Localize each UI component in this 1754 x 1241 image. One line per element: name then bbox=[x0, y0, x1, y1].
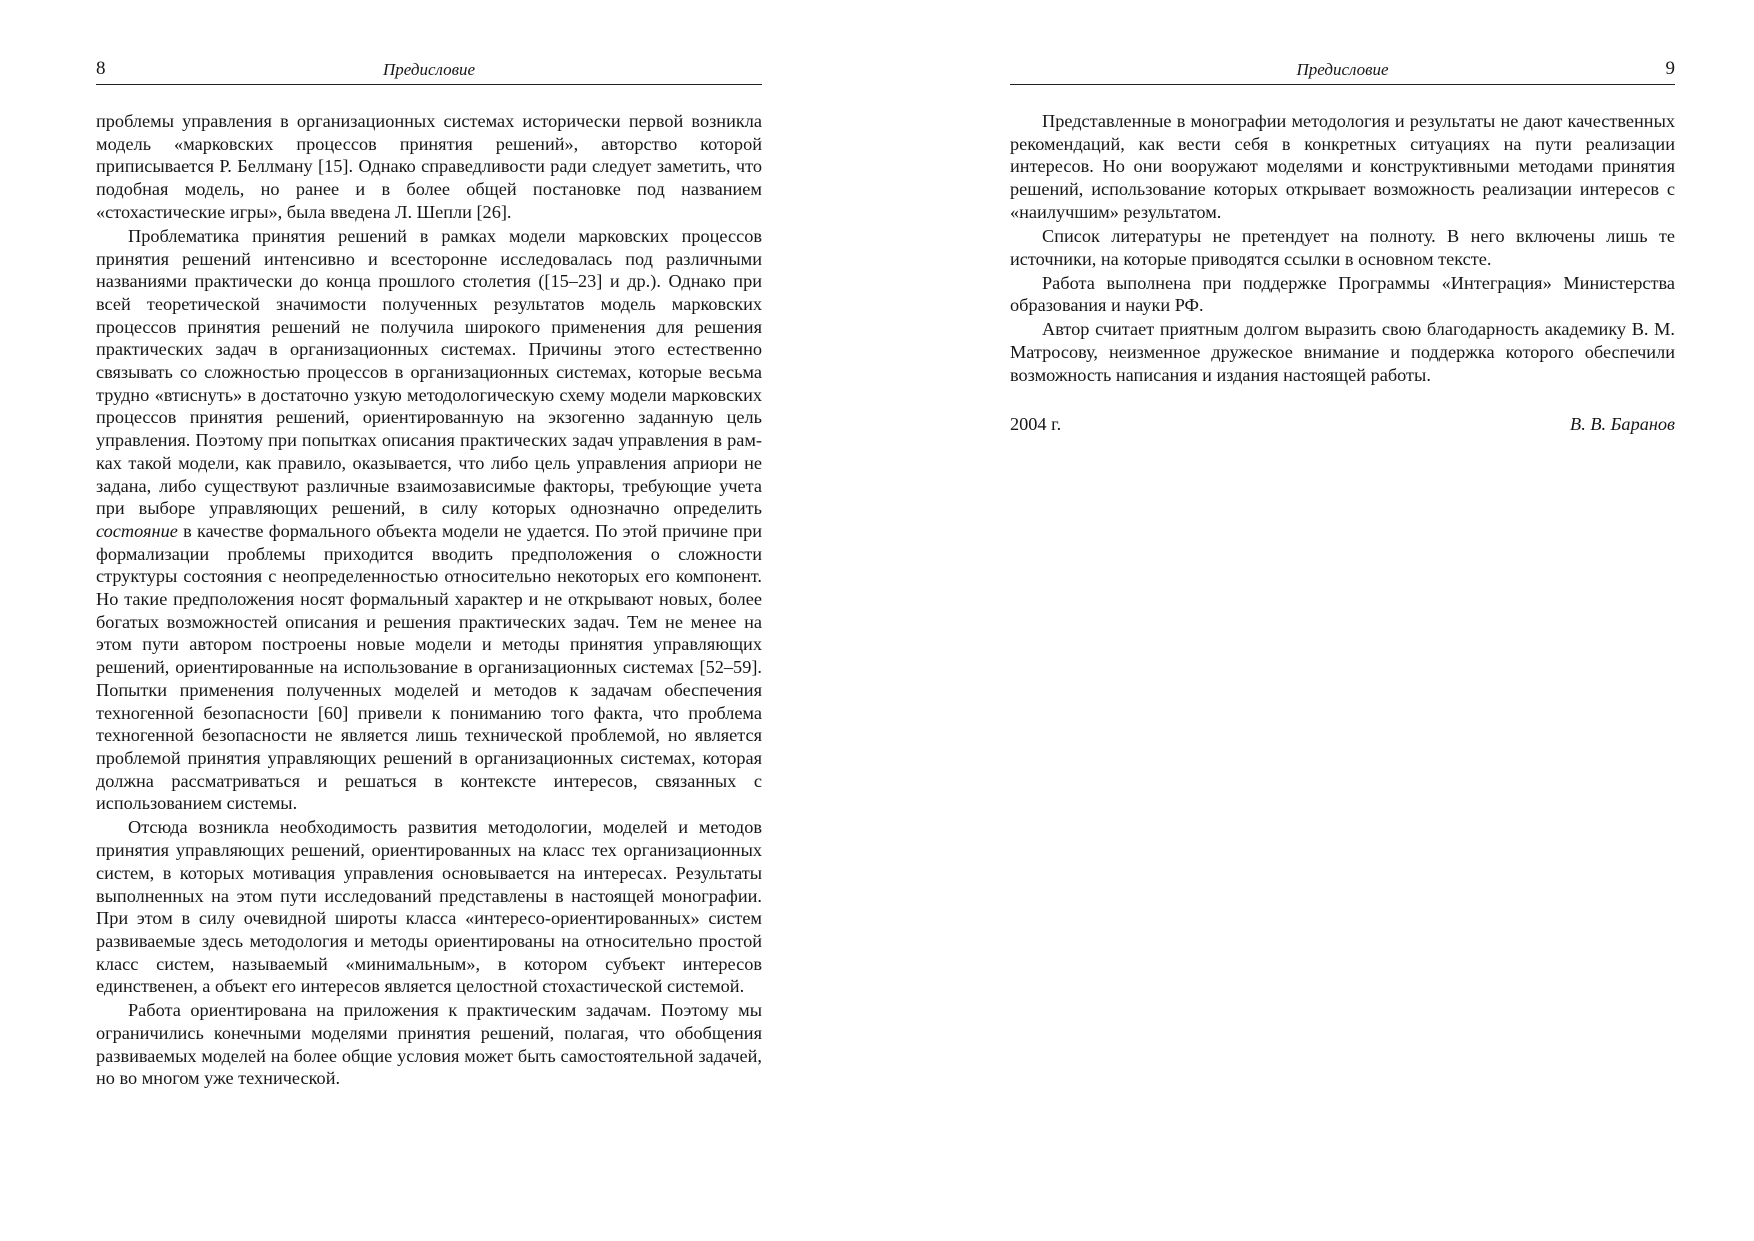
left-page-body bbox=[96, 110, 762, 1091]
signature-author: В. В. Баранов bbox=[1570, 414, 1675, 434]
running-title: Предисловие bbox=[1296, 60, 1389, 79]
paragraph: Работа ориентирована на приложения к практическим задачам. Поэтому мы ограничились конечными моделями принятия решений, полагая, что обобщения развиваемых моделей на более общие условия может быть самостоятельной задачей, но во многом уже технической. bbox=[96, 1000, 762, 1089]
paragraph: Список литературы не претендует на полноту. В него включены лишь те источники, на которые приводятся ссылки в основном тексте. bbox=[1010, 225, 1675, 269]
paragraph bbox=[96, 225, 762, 815]
left-page bbox=[96, 0, 762, 1241]
paragraph: Представленные в монографии методология и результаты не дают качественных рекомендаций, как вести себя в конкретных ситуациях на пути реализации интересов. Но они вооружают моделями и конструктивными методами принятия решений, использование которых открывает возможность реализации интересов с «наилучшим» результатом. bbox=[1010, 111, 1675, 222]
emphasis-term: состояние bbox=[96, 520, 178, 541]
paragraph-text: в качестве формального объекта модели не удается. По этой причине при формализации проблемы приходится вводить предположения о сложности структуры состояния с неопределенностью относительно некоторых его компонент. Но такие предположения носят формальный характер и не открывают новых, более богатых возможностей описания и решения практических задач. Тем не менее на этом пути автором построены новые модели и методы принятия управляющих решений, ориентированные на использование в организационных системах [52–59]. Попытки применения полученных моделей и методов к задачам обеспечения техногенной безопасности [60] привели к пониманию того факта, что проблема техногенной безопасности не является лишь технической проблемой, но является проблемой принятия управляющих решений в организационных системах, которая должна рассматриваться и решаться в контексте интересов, связанных с использованием системы. bbox=[96, 520, 762, 814]
running-title: Предисловие bbox=[382, 60, 476, 79]
page-number: 9 bbox=[1665, 58, 1675, 79]
right-page-header bbox=[1010, 58, 1675, 85]
paragraph-text: Проблематика принятия решений в рамках модели марковских процессов принятия решений интенсивно и всесторонне исследовалась под различными названиями практически до конца прошлого столетия ([15–23] и др.). Однако при всей теоретической значимости полученных результатов модель марковских процессов принятия решений не получила широкого применения для решения практических задач в организационных системах. Причины этого естественно связывать со сложностью процессов в организационных системах, которые весьма трудно «втиснуть» в достаточно узкую методологическую схему модели марковских процессов принятия решений, ориентированную на экзогенно заданную цель управления. Поэтому при попытках описания практических задач управления в рамках такой модели, как правило, оказывается, что либо цель управления априори не задана, либо существуют различные взаимозависимые факторы, требующие учета при выборе управляющих решений, в силу которых однозначно определить bbox=[96, 225, 762, 519]
paragraph: Отсюда возникла необходимость развития методологии, моделей и методов принятия управляющих решений, ориентированных на класс тех организационных систем, в которых мотивация управления основывается на интересах. Результаты выполненных на этом пути исследований представлены в настоящей монографии. При этом в силу очевидной широты класса «интересо-ориентированных» систем развиваемые здесь методология и методы ориентированы на относительно простой класс систем, называемый «минимальным», в котором субъект интересов единственен, а объект его интересов является целостной стохастической системой. bbox=[96, 817, 762, 997]
left-page-header bbox=[96, 58, 762, 85]
paragraph: проблемы управления в организационных системах исторически первой возникла модель «марковских процессов принятия решений», авторство которой приписывается Р. Беллману [15]. Однако справедливости ради следует заметить, что подобная модель, но ранее и в более общей постановке под названием «стохастические игры», была введена Л. Шепли [26]. bbox=[96, 111, 762, 222]
signature-year: 2004 г. bbox=[1010, 414, 1062, 434]
paragraph: Работа выполнена при поддержке Программы «Интеграция» Министерства образования и науки РФ. bbox=[1010, 272, 1675, 316]
paragraph: Автор считает приятным долгом выразить свою благодарность академику В. М. Матросову, неизменное дружеское внимание и поддержка которого обеспечили возможность написания и издания настоящей работы. bbox=[1010, 319, 1675, 385]
page-number: 8 bbox=[96, 58, 106, 79]
right-page bbox=[1010, 0, 1675, 1241]
right-page-body bbox=[1010, 110, 1675, 388]
